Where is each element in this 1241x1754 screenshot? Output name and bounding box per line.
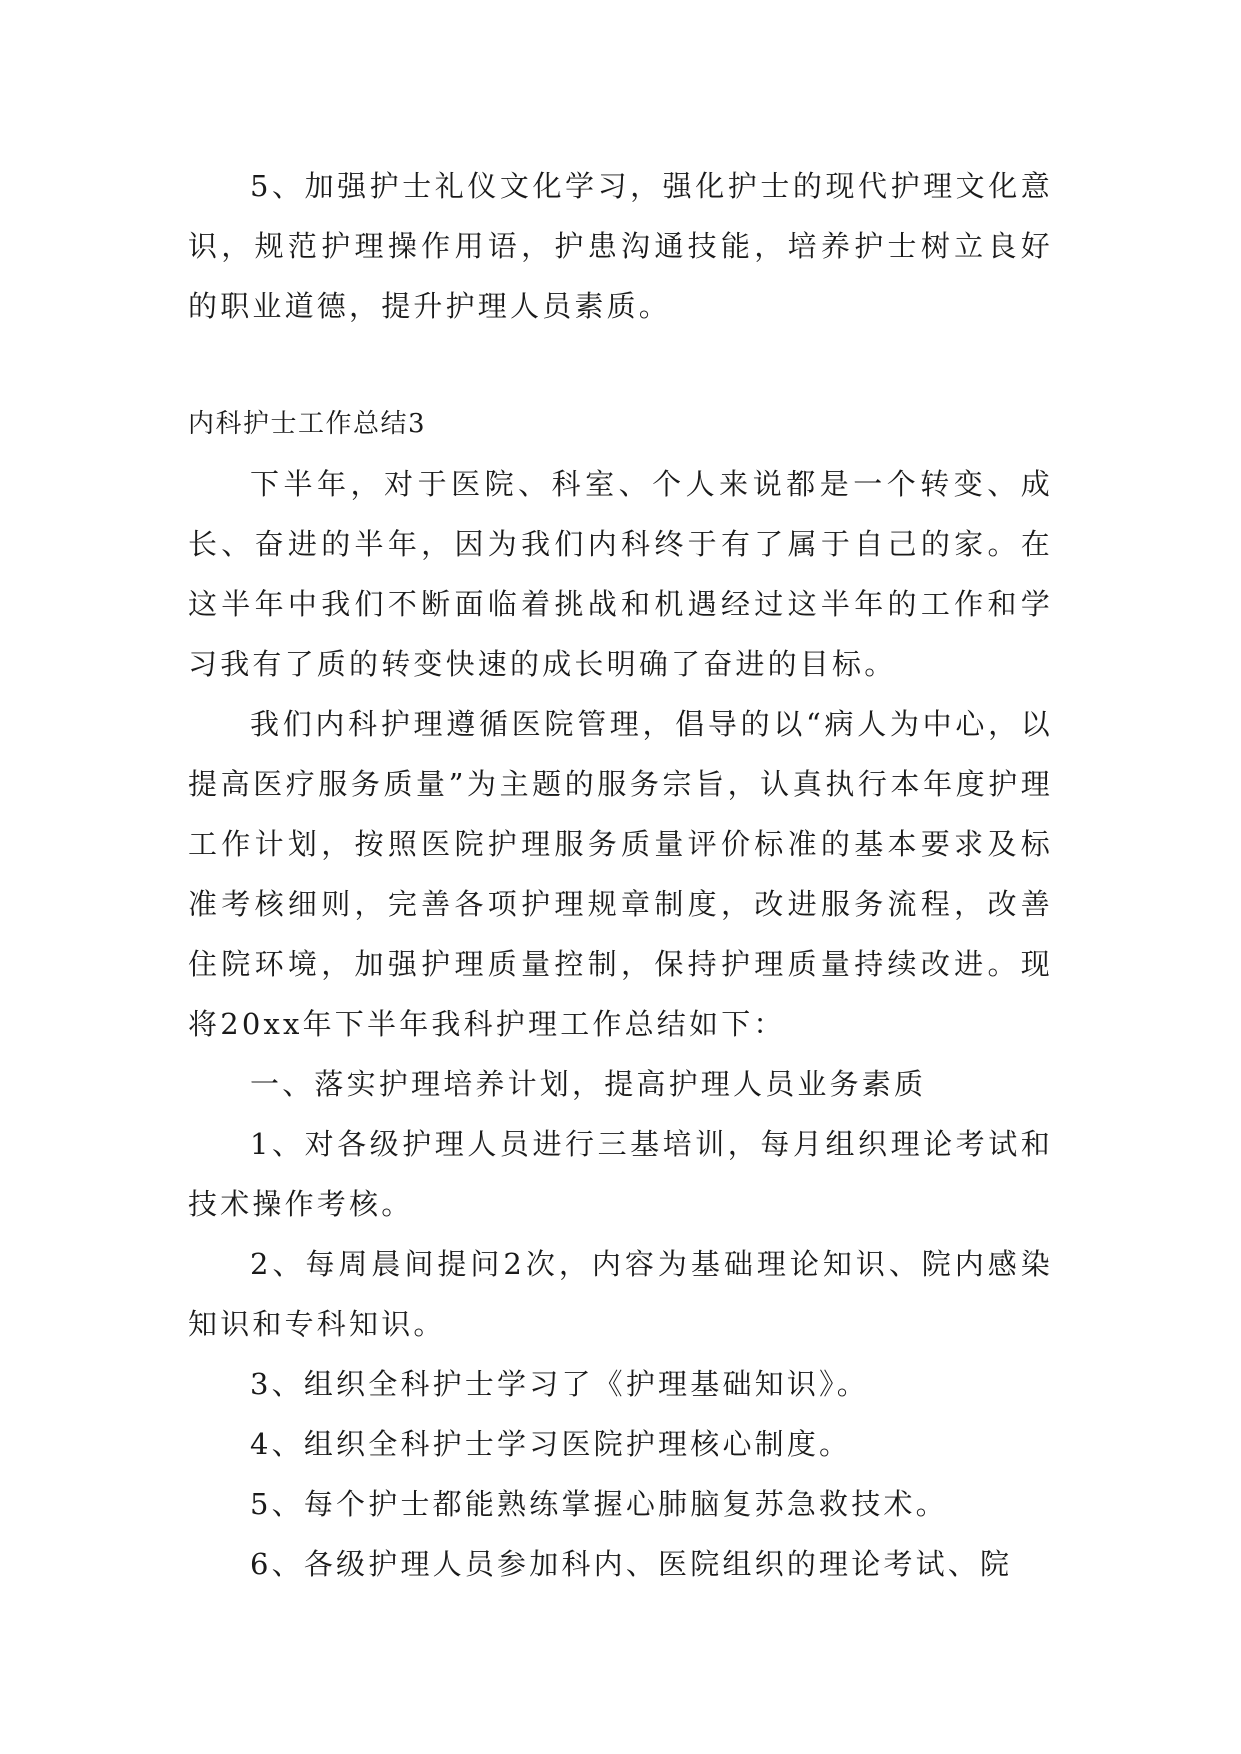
- paragraph-etiquette-training: 5、加强护士礼仪文化学习，强化护士的现代护理文化意识，规范护理操作用语，护患沟通技能，培养护士树立良好的职业道德，提升护理人员素质。: [188, 169, 1053, 323]
- paragraph-overview: 我们内科护理遵循医院管理，倡导的以“病人为中心，以提高医疗服务质量”为主题的服务宗旨，认真执行本年度护理工作计划，按照医院护理服务质量评价标准的基本要求及标准考核细则，完善各项护理规章制度，改进服务流程，改善住院环境，加强护理质量控制，保持护理质量持续改进。现将20xx年下半年我科护理工作总结如下：: [188, 707, 1053, 1041]
- paragraph-intro: 下半年，对于医院、科室、个人来说都是一个转变、成长、奋进的半年，因为我们内科终于有了属于自己的家。在这半年中我们不断面临着挑战和机遇经过这半年的工作和学习我有了质的转变快速的成长明确了奋进的目标。: [188, 467, 1053, 681]
- section-gap: [188, 336, 1053, 394]
- section-title: 内科护士工作总结3: [188, 409, 427, 439]
- paragraph-item-6: 6、各级护理人员参加科内、医院组织的理论考试、院: [250, 1547, 1013, 1581]
- paragraph-item-2: 2、每周晨间提问2次，内容为基础理论知识、院内感染知识和专科知识。: [188, 1247, 1053, 1341]
- paragraph-item-3: 3、组织全科护士学习了《护理基础知识》。: [250, 1367, 869, 1401]
- paragraph-item-1: 1、对各级护理人员进行三基培训，每月组织理论考试和技术操作考核。: [188, 1127, 1053, 1221]
- paragraph-item-4: 4、组织全科护士学习医院护理核心制度。: [250, 1427, 852, 1461]
- paragraph-item-5: 5、每个护士都能熟练掌握心肺脑复苏急救技术。: [250, 1487, 948, 1521]
- paragraph-section-one-heading: 一、落实护理培养计划，提高护理人员业务素质: [250, 1067, 927, 1101]
- document-body: [188, 156, 1053, 1594]
